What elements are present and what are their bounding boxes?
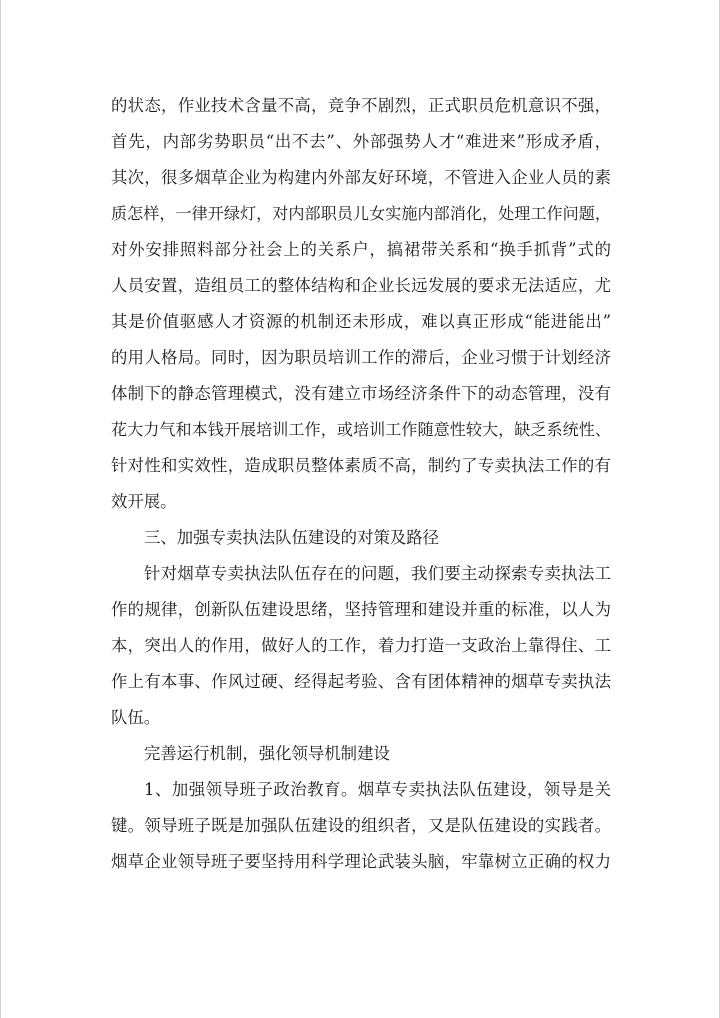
text-line: 人员安置，造组员工的整体结构和企业长远发展的要求无法适应，尤	[111, 276, 611, 295]
text-line: 键。领导班子既是加强队伍建设的组织者，又是队伍建设的实践者。	[111, 816, 611, 835]
text-line: 作上有本事、作风过硬、经得起考验、含有团体精神的烟草专卖执法	[111, 672, 611, 691]
text-line: 的用人格局。同时，因为职员培训工作的滞后，企业习惯于计划经济	[111, 348, 611, 367]
page-border-left	[0, 0, 1, 1018]
text-line: 本，突出人的作用，做好人的工作，着力打造一支政治上靠得住、工	[111, 636, 611, 655]
text-line: 其是价值驱感人才资源的机制还未形成，难以真正形成“能进能出”	[111, 312, 611, 331]
text-line: 作的规律，创新队伍建设思绪，坚持管理和建设并重的标准，以人为	[111, 600, 611, 619]
text-line: 队伍。	[111, 708, 161, 727]
text-line: 效开展。	[111, 492, 177, 511]
text-line: 花大力气和本钱开展培训工作，或培训工作随意性较大，缺乏系统性、	[111, 420, 611, 439]
text-line: 对外安排照料部分社会上的关系户，搞裙带关系和“换手抓背”式的	[111, 240, 611, 259]
text-line: 体制下的静态管理模式，没有建立市场经济条件下的动态管理，没有	[111, 384, 611, 403]
document-body	[111, 88, 611, 880]
paragraph-first-line: 1、加强领导班子政治教育。烟草专卖执法队伍建设，领导是关	[144, 780, 611, 799]
text-line: 首先，内部劣势职员“出不去”、外部强势人才“难进来”形成矛盾，	[111, 132, 611, 151]
paragraph-first-line: 针对烟草专卖执法队伍存在的问题，我们要主动探索专卖执法工	[144, 564, 611, 583]
text-line: 针对性和实效性，造成职员整体素质不高，制约了专卖执法工作的有	[111, 456, 611, 475]
text-line: 的状态，作业技术含量不高，竞争不剧烈，正式职员危机意识不强，	[111, 96, 611, 115]
subsection-heading: 完善运行机制，强化领导机制建设	[144, 744, 390, 763]
section-heading: 三、加强专卖执法队伍建设的对策及路径	[144, 528, 440, 547]
text-line: 质怎样，一律开绿灯，对内部职员儿女实施内部消化，处理工作问题，	[111, 204, 611, 223]
text-line: 其次，很多烟草企业为构建内外部友好环境，不管进入企业人员的素	[111, 168, 611, 187]
text-line: 烟草企业领导班子要坚持用科学理论武装头脑，牢靠树立正确的权力	[111, 852, 611, 871]
